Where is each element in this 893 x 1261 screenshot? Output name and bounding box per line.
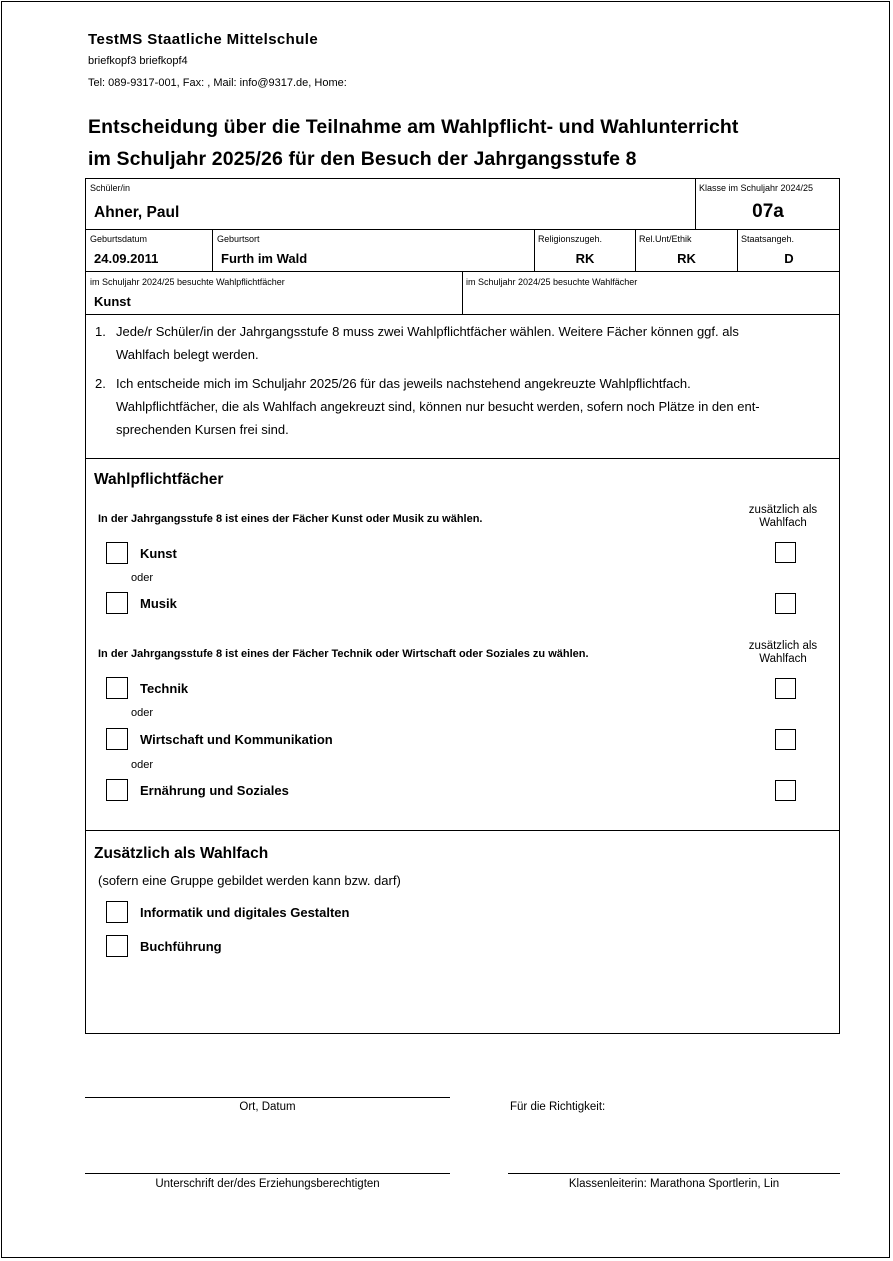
prev-wpf-label: im Schuljahr 2024/25 besuchte Wahlpflichtfächer bbox=[90, 277, 285, 287]
guardian-signature-line[interactable] bbox=[85, 1173, 450, 1174]
relunt-label: Rel.Unt/Ethik bbox=[639, 234, 692, 244]
kunst-label: Kunst bbox=[140, 546, 177, 561]
buchfuehrung-label: Buchführung bbox=[140, 939, 222, 954]
place-date-line[interactable] bbox=[85, 1097, 450, 1098]
oder-label: oder bbox=[131, 572, 154, 584]
prev-wf-label: im Schuljahr 2024/25 besuchte Wahlfächer bbox=[466, 277, 638, 287]
wpf-group1-extra-label: zusätzlich als Wahlfach bbox=[748, 504, 818, 529]
wpf-group2-extra-label: zusätzlich als Wahlfach bbox=[748, 640, 818, 665]
correctness-label: Für die Richtigkeit: bbox=[510, 1101, 606, 1113]
class-value: 07a bbox=[752, 201, 784, 222]
wf-subheading: (sofern eine Gruppe gebildet werden kann bzw. darf) bbox=[98, 873, 401, 888]
wpf-group2-instruction: In der Jahrgangsstufe 8 ist eines der Fächer Technik oder Wirtschaft oder Soziales zu wählen. bbox=[98, 648, 589, 660]
teacher-signature-line[interactable] bbox=[508, 1173, 840, 1174]
student-name-label: Schüler/in bbox=[90, 183, 131, 193]
religion-label: Religionszugeh. bbox=[538, 234, 603, 244]
nationality-label: Staatsangeh. bbox=[741, 234, 795, 244]
section-divider bbox=[85, 830, 840, 831]
wpf-heading: Wahlpflichtfächer bbox=[94, 471, 224, 488]
technik-wahlfach-checkbox[interactable] bbox=[775, 678, 796, 699]
religion-value: RK bbox=[575, 251, 595, 266]
place-date-label: Ort, Datum bbox=[239, 1101, 296, 1113]
informatik-label: Informatik und digitales Gestalten bbox=[140, 905, 350, 920]
technik-label: Technik bbox=[140, 681, 189, 696]
teacher-signature-label: Klassenleiterin: Marathona Sportlerin, Lin bbox=[568, 1178, 780, 1190]
birthdate-label: Geburtsdatum bbox=[90, 234, 148, 244]
table-divider bbox=[212, 229, 213, 271]
table-divider bbox=[85, 229, 840, 230]
note-2-line2: Wahlpflichtfächer, die als Wahlfach angekreuzt sind, können nur besucht werden, sofern noch Plätze in den ent- bbox=[116, 399, 760, 414]
birthplace-value: Furth im Wald bbox=[221, 251, 308, 266]
section-divider bbox=[85, 458, 840, 459]
wirtschaft-wahlfach-checkbox[interactable] bbox=[775, 729, 796, 750]
musik-checkbox[interactable] bbox=[106, 592, 128, 614]
note-2-number: 2. bbox=[95, 376, 106, 391]
kunst-checkbox[interactable] bbox=[106, 542, 128, 564]
technik-checkbox[interactable] bbox=[106, 677, 128, 699]
musik-wahlfach-checkbox[interactable] bbox=[775, 593, 796, 614]
note-2-line3: sprechenden Kursen frei sind. bbox=[116, 422, 289, 437]
oder-label: oder bbox=[131, 759, 154, 771]
soziales-label: Ernährung und Soziales bbox=[140, 783, 289, 798]
wirtschaft-label: Wirtschaft und Kommunikation bbox=[140, 732, 333, 747]
form-title-line1: Entscheidung über die Teilnahme am Wahlpflicht- und Wahlunterricht bbox=[88, 116, 739, 138]
note-1-line1: Jede/r Schüler/in der Jahrgangsstufe 8 muss zwei Wahlpflichtfächer wählen. Weitere Fächer können ggf. als bbox=[116, 324, 739, 339]
note-2-line1: Ich entscheide mich im Schuljahr 2025/26 für das jeweils nachstehend angekreuzte Wahlpflichtfach. bbox=[116, 376, 691, 391]
birthdate-value: 24.09.2011 bbox=[94, 251, 159, 266]
prev-wpf-value: Kunst bbox=[94, 294, 131, 309]
student-name-value: Ahner, Paul bbox=[94, 204, 180, 221]
guardian-signature-label: Unterschrift der/des Erziehungsberechtigten bbox=[155, 1178, 380, 1190]
school-contact: Tel: 089-9317-001, Fax: , Mail: info@9317.de, Home: bbox=[88, 77, 347, 89]
wf-heading: Zusätzlich als Wahlfach bbox=[94, 845, 269, 862]
soziales-wahlfach-checkbox[interactable] bbox=[775, 780, 796, 801]
relunt-value: RK bbox=[677, 251, 696, 266]
musik-label: Musik bbox=[140, 596, 177, 611]
school-name: TestMS Staatliche Mittelschule bbox=[88, 31, 319, 48]
form-title-line2: im Schuljahr 2025/26 für den Besuch der Jahrgangsstufe 8 bbox=[88, 148, 637, 170]
wpf-group1-instruction: In der Jahrgangsstufe 8 ist eines der Fächer Kunst oder Musik zu wählen. bbox=[98, 513, 483, 525]
table-divider bbox=[462, 271, 463, 315]
class-label: Klasse im Schuljahr 2024/25 bbox=[699, 183, 814, 193]
kunst-wahlfach-checkbox[interactable] bbox=[775, 542, 796, 563]
birthplace-label: Geburtsort bbox=[217, 234, 260, 244]
informatik-checkbox[interactable] bbox=[106, 901, 128, 923]
wirtschaft-checkbox[interactable] bbox=[106, 728, 128, 750]
letterhead-lines: briefkopf3 briefkopf4 bbox=[88, 55, 188, 67]
nationality-value: D bbox=[784, 251, 794, 266]
soziales-checkbox[interactable] bbox=[106, 779, 128, 801]
oder-label: oder bbox=[131, 707, 154, 719]
note-1-line2: Wahlfach belegt werden. bbox=[116, 347, 259, 362]
note-1-number: 1. bbox=[95, 324, 106, 339]
buchfuehrung-checkbox[interactable] bbox=[106, 935, 128, 957]
